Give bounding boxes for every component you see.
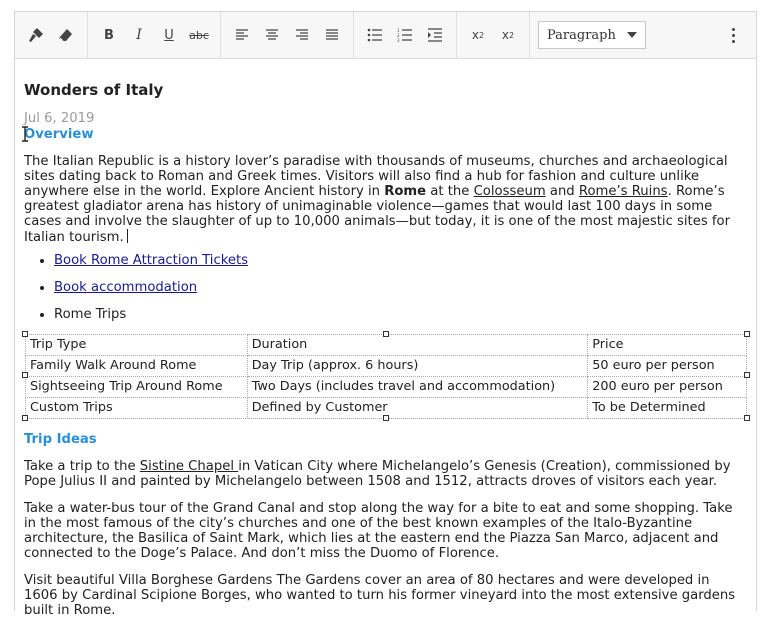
chevron-down-icon bbox=[627, 32, 637, 38]
align-center-icon bbox=[265, 29, 279, 41]
rome-bold: Rome bbox=[384, 184, 427, 199]
resize-handle[interactable] bbox=[744, 372, 750, 378]
list-group bbox=[354, 12, 457, 58]
table-cell[interactable]: Defined by Customer bbox=[247, 398, 588, 419]
clipboard-group bbox=[15, 12, 88, 58]
table-cell[interactable]: To be Determined bbox=[588, 398, 747, 419]
book-tickets-link[interactable]: Book Rome Attraction Tickets bbox=[54, 253, 249, 268]
paragraph-format-select[interactable] bbox=[538, 21, 646, 49]
table-cell[interactable]: 50 euro per person bbox=[588, 356, 747, 377]
indent-button[interactable] bbox=[420, 20, 450, 50]
links-list bbox=[24, 253, 746, 322]
list-item bbox=[54, 307, 746, 322]
bulleted-list-button[interactable] bbox=[360, 20, 390, 50]
more-dot bbox=[732, 40, 735, 43]
editor-toolbar bbox=[15, 12, 756, 59]
align-justify-icon bbox=[325, 29, 339, 41]
trip-paragraph-2: Take a water-bus tour of the Grand Canal and stop along the way for a bite to eat and some shopping. Take in the most famous of the city’s churches and one of the best known examples of the Italo-Byzantine architecture, the Basilica of Saint Mark, which lies at the eastern end the Piazza San Marco, adjacent and connected to the Doge’s Palace. And don’t miss the Duomo of Florence. bbox=[24, 501, 733, 561]
editor-frame bbox=[14, 11, 757, 618]
article-date: Jul 6, 2019 bbox=[24, 111, 95, 126]
list-item bbox=[54, 253, 746, 268]
table-cell[interactable]: Trip Type bbox=[26, 335, 248, 356]
format-group bbox=[88, 12, 221, 58]
trip-paragraph-1 bbox=[24, 459, 746, 489]
sistine-chapel-text: Sistine Chapel bbox=[139, 459, 239, 474]
more-dot bbox=[732, 28, 735, 31]
resize-handle[interactable] bbox=[383, 415, 389, 421]
table-row bbox=[26, 377, 747, 398]
resize-handle[interactable] bbox=[22, 372, 28, 378]
intro-text-3: and bbox=[545, 184, 579, 199]
resize-handle[interactable] bbox=[22, 415, 28, 421]
trip-paragraph-3: Visit beautiful Villa Borghese Gardens The Gardens cover an area of 80 hectares and were developed in 1606 by Cardinal Scipione Borges, who wanted to turn his former vineyard into the most extensive gardens built in Rome. bbox=[24, 573, 736, 618]
svg-text:2: 2 bbox=[397, 33, 400, 38]
bullet-list-icon bbox=[367, 28, 383, 42]
trips-table-wrapper bbox=[25, 334, 747, 419]
table-cell[interactable]: 200 euro per person bbox=[588, 377, 747, 398]
resize-handle[interactable] bbox=[744, 331, 750, 337]
intro-text-4: . Rome’s greatest gladiator arena has history of unimaginable violence—games that would last 100 days in some cases and involve the slaughter of up to 10,000 animals—but today, it is one of the most majestic sites for Italian tourism. bbox=[24, 184, 731, 245]
script-group bbox=[457, 12, 530, 58]
more-dot bbox=[732, 34, 735, 37]
rome-ruins-text: Rome’s Ruins bbox=[578, 184, 668, 199]
trip1-text-a: Take a trip to the bbox=[24, 459, 140, 474]
i-beam-cursor-icon bbox=[20, 126, 30, 142]
resize-handle[interactable] bbox=[22, 331, 28, 337]
italic-button[interactable]: I bbox=[136, 27, 142, 43]
article-title: Wonders of Italy bbox=[24, 81, 164, 99]
table-cell[interactable]: Custom Trips bbox=[26, 398, 248, 419]
rome-trips-item: Rome Trips bbox=[54, 307, 127, 322]
format-painter-icon bbox=[28, 27, 44, 43]
table-cell[interactable]: Family Walk Around Rome bbox=[26, 356, 248, 377]
subscript-mark: 2 bbox=[479, 30, 485, 40]
align-left-button[interactable] bbox=[227, 20, 257, 50]
align-right-icon bbox=[295, 29, 309, 41]
paragraph-format-value: Paragraph bbox=[547, 27, 616, 43]
colosseum-text: Colosseum bbox=[473, 184, 546, 199]
overview-heading: Overview bbox=[24, 127, 94, 142]
book-accommodation-link[interactable]: Book accommodation bbox=[54, 280, 198, 295]
table-cell[interactable]: Two Days (includes travel and accommodation) bbox=[247, 377, 588, 398]
intro-text-2: at the bbox=[426, 184, 474, 199]
text-cursor bbox=[127, 229, 128, 243]
justify-button[interactable] bbox=[317, 20, 347, 50]
indent-icon bbox=[427, 28, 443, 42]
format-painter-button[interactable] bbox=[21, 20, 51, 50]
clear-format-button[interactable] bbox=[51, 20, 81, 50]
table-cell[interactable]: Duration bbox=[247, 335, 588, 356]
align-left-icon bbox=[235, 29, 249, 41]
subscript-base: x bbox=[471, 28, 479, 42]
editor-content[interactable] bbox=[15, 81, 756, 618]
superscript-base: x bbox=[501, 28, 509, 42]
table-cell[interactable]: Day Trip (approx. 6 hours) bbox=[247, 356, 588, 377]
table-row bbox=[26, 356, 747, 377]
align-group bbox=[221, 12, 354, 58]
eraser-icon bbox=[58, 27, 74, 43]
superscript-mark: 2 bbox=[509, 30, 515, 40]
table-cell[interactable]: Price bbox=[588, 335, 747, 356]
strikethrough-button[interactable]: abc bbox=[189, 28, 209, 42]
resize-handle[interactable] bbox=[744, 415, 750, 421]
table-header-row bbox=[26, 335, 747, 356]
numbered-list-button[interactable] bbox=[390, 20, 420, 50]
trip-ideas-heading: Trip Ideas bbox=[24, 432, 97, 447]
resize-handle[interactable] bbox=[383, 331, 389, 337]
subscript-button[interactable] bbox=[463, 20, 493, 50]
list-item bbox=[54, 280, 746, 295]
superscript-button[interactable] bbox=[493, 20, 523, 50]
bold-button[interactable]: B bbox=[104, 27, 114, 43]
numbered-list-icon bbox=[397, 28, 413, 42]
intro-text-1: The Italian Republic is a history lover’s paradise with thousands of museums, churches and archaeological sites dating back to Roman and Greek times. Visitors will also find a hub for fashion and culture unlike anywhere else in the world. Explore Ancient history in bbox=[24, 154, 728, 199]
table-cell[interactable]: Sightseeing Trip Around Rome bbox=[26, 377, 248, 398]
trip1-text-b: in Vatican City where Michelangelo’s Genesis (Creation), commissioned by Pope Julius II and painted by Michelangelo between 1508 and 1512, attracts droves of visitors each year. bbox=[24, 459, 731, 489]
align-center-button[interactable] bbox=[257, 20, 287, 50]
underline-button[interactable]: U bbox=[164, 27, 174, 43]
svg-text:1: 1 bbox=[397, 28, 400, 33]
align-right-button[interactable] bbox=[287, 20, 317, 50]
trips-table[interactable] bbox=[25, 334, 747, 419]
intro-paragraph bbox=[24, 154, 746, 245]
more-options-button[interactable] bbox=[724, 20, 742, 50]
svg-text:3: 3 bbox=[397, 38, 400, 42]
